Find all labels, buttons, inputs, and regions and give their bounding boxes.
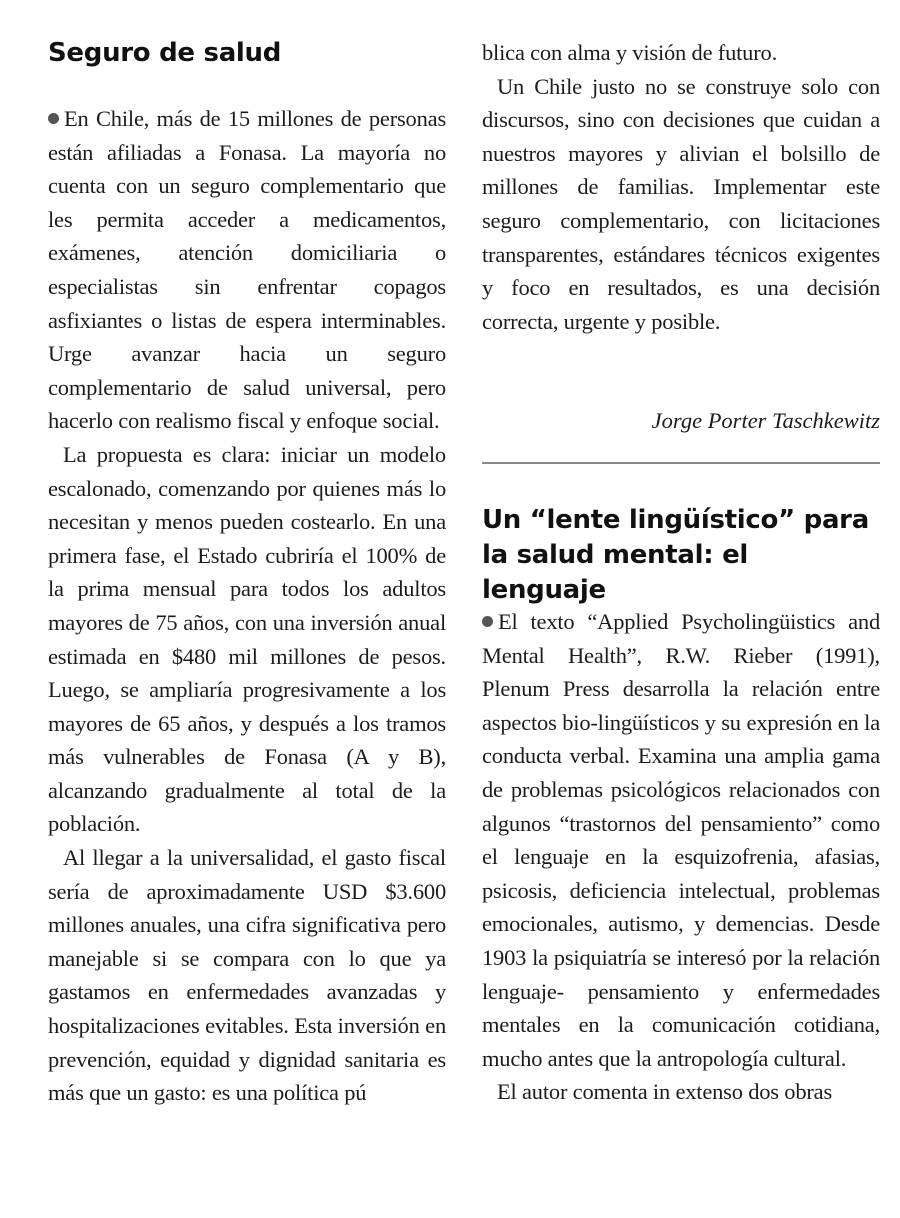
article-paragraph [482,70,880,339]
paragraph-text: blica con alma y visión de futuro. [482,40,777,65]
bullet-icon [48,113,59,124]
article-divider [482,462,880,464]
article-body-seguro-de-salud [48,102,446,1110]
article-paragraph [482,1075,880,1109]
article-title-seguro-de-salud: Seguro de salud [48,38,282,68]
paragraph-text: El texto “Applied Psycholingüistics and Mental Health”, R.W. Rieber (1991), Plenum Press desarrolla la relación entre aspectos bio-lingüísticos y su expresión en la conducta verbal. Examina una amplia gama de problemas psicológicos relacionados con algunos “trastornos del pensamiento” como el lenguaje en la esquizofrenia, afasias, psicosis, deficiencia intelectual, problemas emocionales, autismo, y demencias. Desde 1903 la psiquiatría se interesó por la relación lenguaje- pensamiento y enfermedades mentales en la comunicación cotidiana, mucho antes que la antropología cultural. [482,609,880,1071]
article-paragraph [48,102,446,438]
article-paragraph [48,841,446,1110]
article-title-lente-linguistico: Un “lente lingüístico” para la salud mental: el lenguaje [482,505,869,605]
bullet-icon [482,616,493,627]
article-body-lente-linguistico [482,605,880,1109]
paragraph-text: En Chile, más de 15 millones de personas están afiliadas a Fonasa. La mayoría no cuenta con un seguro complementario que les permita acceder a medicamentos, exámenes, atención domiciliaria o especialistas sin enfrentar copagos asfixiantes o listas de espera interminables. Urge avanzar hacia un seguro complementario de salud universal, pero hacerlo con realismo fiscal y enfoque social. [48,106,446,434]
article-body-continuation [482,36,880,338]
paragraph-text: El autor comenta in extenso dos obras [497,1079,833,1105]
article-paragraph [48,438,446,841]
paragraph-text: Al llegar a la universalidad, el gasto fiscal sería de aproximadamente USD $3.600 millones anuales, una cifra significativa pero manejable si se compara con lo que ya gastamos en enfermedades avanzadas y hospitalizaciones evitables. Esta inversión en prevención, equidad y dignidad sanitaria es más que un gasto: es una política pú [48,845,446,1106]
paragraph-text: Un Chile justo no se construye solo con discursos, sino con decisiones que cuidan a nuestros mayores y alivian el bolsillo de millones de familias. Implementar este seguro complementario, con licitaciones transparentes, estándares técnicos exigentes y foco en resultados, es una decisión correcta, urgente y posible. [482,73,880,334]
paragraph-text: La propuesta es clara: iniciar un modelo escalonado, comenzando por quienes más lo necesitan y menos pueden costearlo. En una primera fase, el Estado cubriría el 100% de la prima mensual para todos los adultos mayores de 75 años, con una inversión anual estimada en $480 mil millones de pesos. Luego, se ampliaría progresivamente a los mayores de 65 años, y después a los tramos más vulnerables de Fonasa (A y B), alcanzando gradualmente al total de la población. [48,441,446,837]
article-paragraph [482,36,880,70]
article-paragraph [482,605,880,1075]
author-signature: Jorge Porter Taschkewitz [651,408,880,433]
